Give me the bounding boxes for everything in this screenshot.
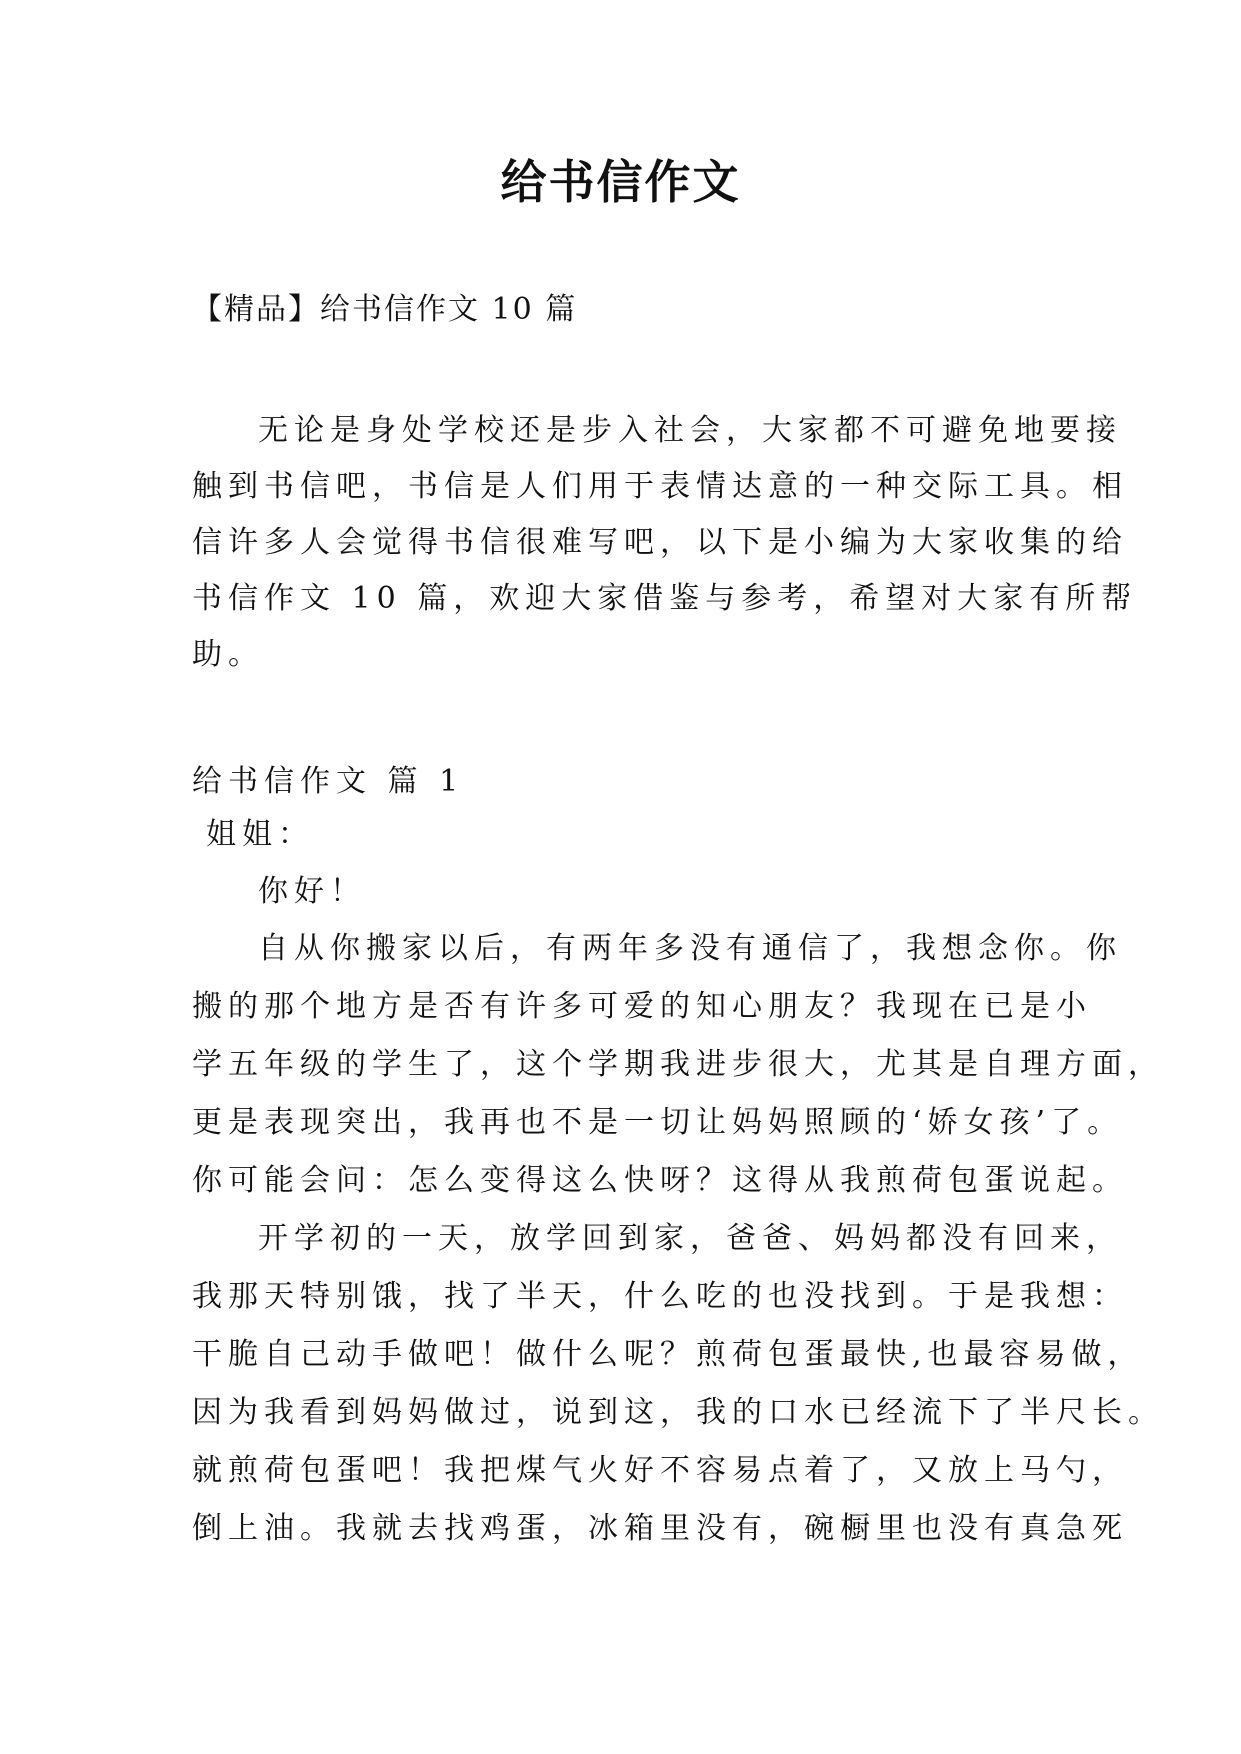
body-line: 倒上油。我就去找鸡蛋，冰箱里没有，碗橱里也没有真急死	[192, 1511, 1128, 1546]
body-line: 就煎荷包蛋吧！我把煤气火好不容易点着了，又放上马勺，	[192, 1453, 1128, 1488]
intro-line: 触到书信吧，书信是人们用于表情达意的一种交际工具。相	[192, 469, 1128, 504]
body-line: 干脆自己动手做吧！做什么呢？煎荷包蛋最快,也最容易做，	[192, 1337, 1144, 1372]
intro-line: 无论是身处学校还是步入社会，大家都不可避免地要接	[258, 413, 1122, 448]
letter-salutation: 姐姐：	[206, 817, 314, 852]
body-line: 学五年级的学生了，这个学期我进步很大，尤其是自理方面，	[192, 1047, 1164, 1082]
document-subtitle: 【精品】给书信作文 10 篇	[192, 292, 578, 327]
section-heading: 给书信作文 篇 1	[192, 764, 465, 799]
page-title: 给书信作文	[500, 155, 741, 209]
body-line: 我那天特别饿，找了半天，什么吃的也没找到。于是我想：	[192, 1279, 1128, 1314]
body-line: 更是表现突出，我再也不是一切让妈妈照顾的‘娇女孩’了。	[192, 1105, 1124, 1140]
letter-greeting: 你好！	[258, 874, 366, 909]
body-line: 因为我看到妈妈做过，说到这，我的口水已经流下了半尺长。	[192, 1395, 1164, 1430]
body-line: 你可能会问：怎么变得这么快呀？这得从我煎荷包蛋说起。	[192, 1163, 1128, 1198]
body-line: 自从你搬家以后，有两年多没有通信了，我想念你。你	[258, 931, 1122, 966]
intro-line: 信许多人会觉得书信很难写吧，以下是小编为大家收集的给	[192, 525, 1128, 560]
intro-line: 书信作文 10 篇，欢迎大家借鉴与参考，希望对大家有所帮	[192, 581, 1138, 616]
body-line: 搬的那个地方是否有许多可爱的知心朋友？我现在已是小	[192, 989, 1092, 1024]
intro-line: 助。	[192, 637, 264, 672]
body-line: 开学初的一天，放学回到家，爸爸、妈妈都没有回来，	[258, 1221, 1122, 1256]
